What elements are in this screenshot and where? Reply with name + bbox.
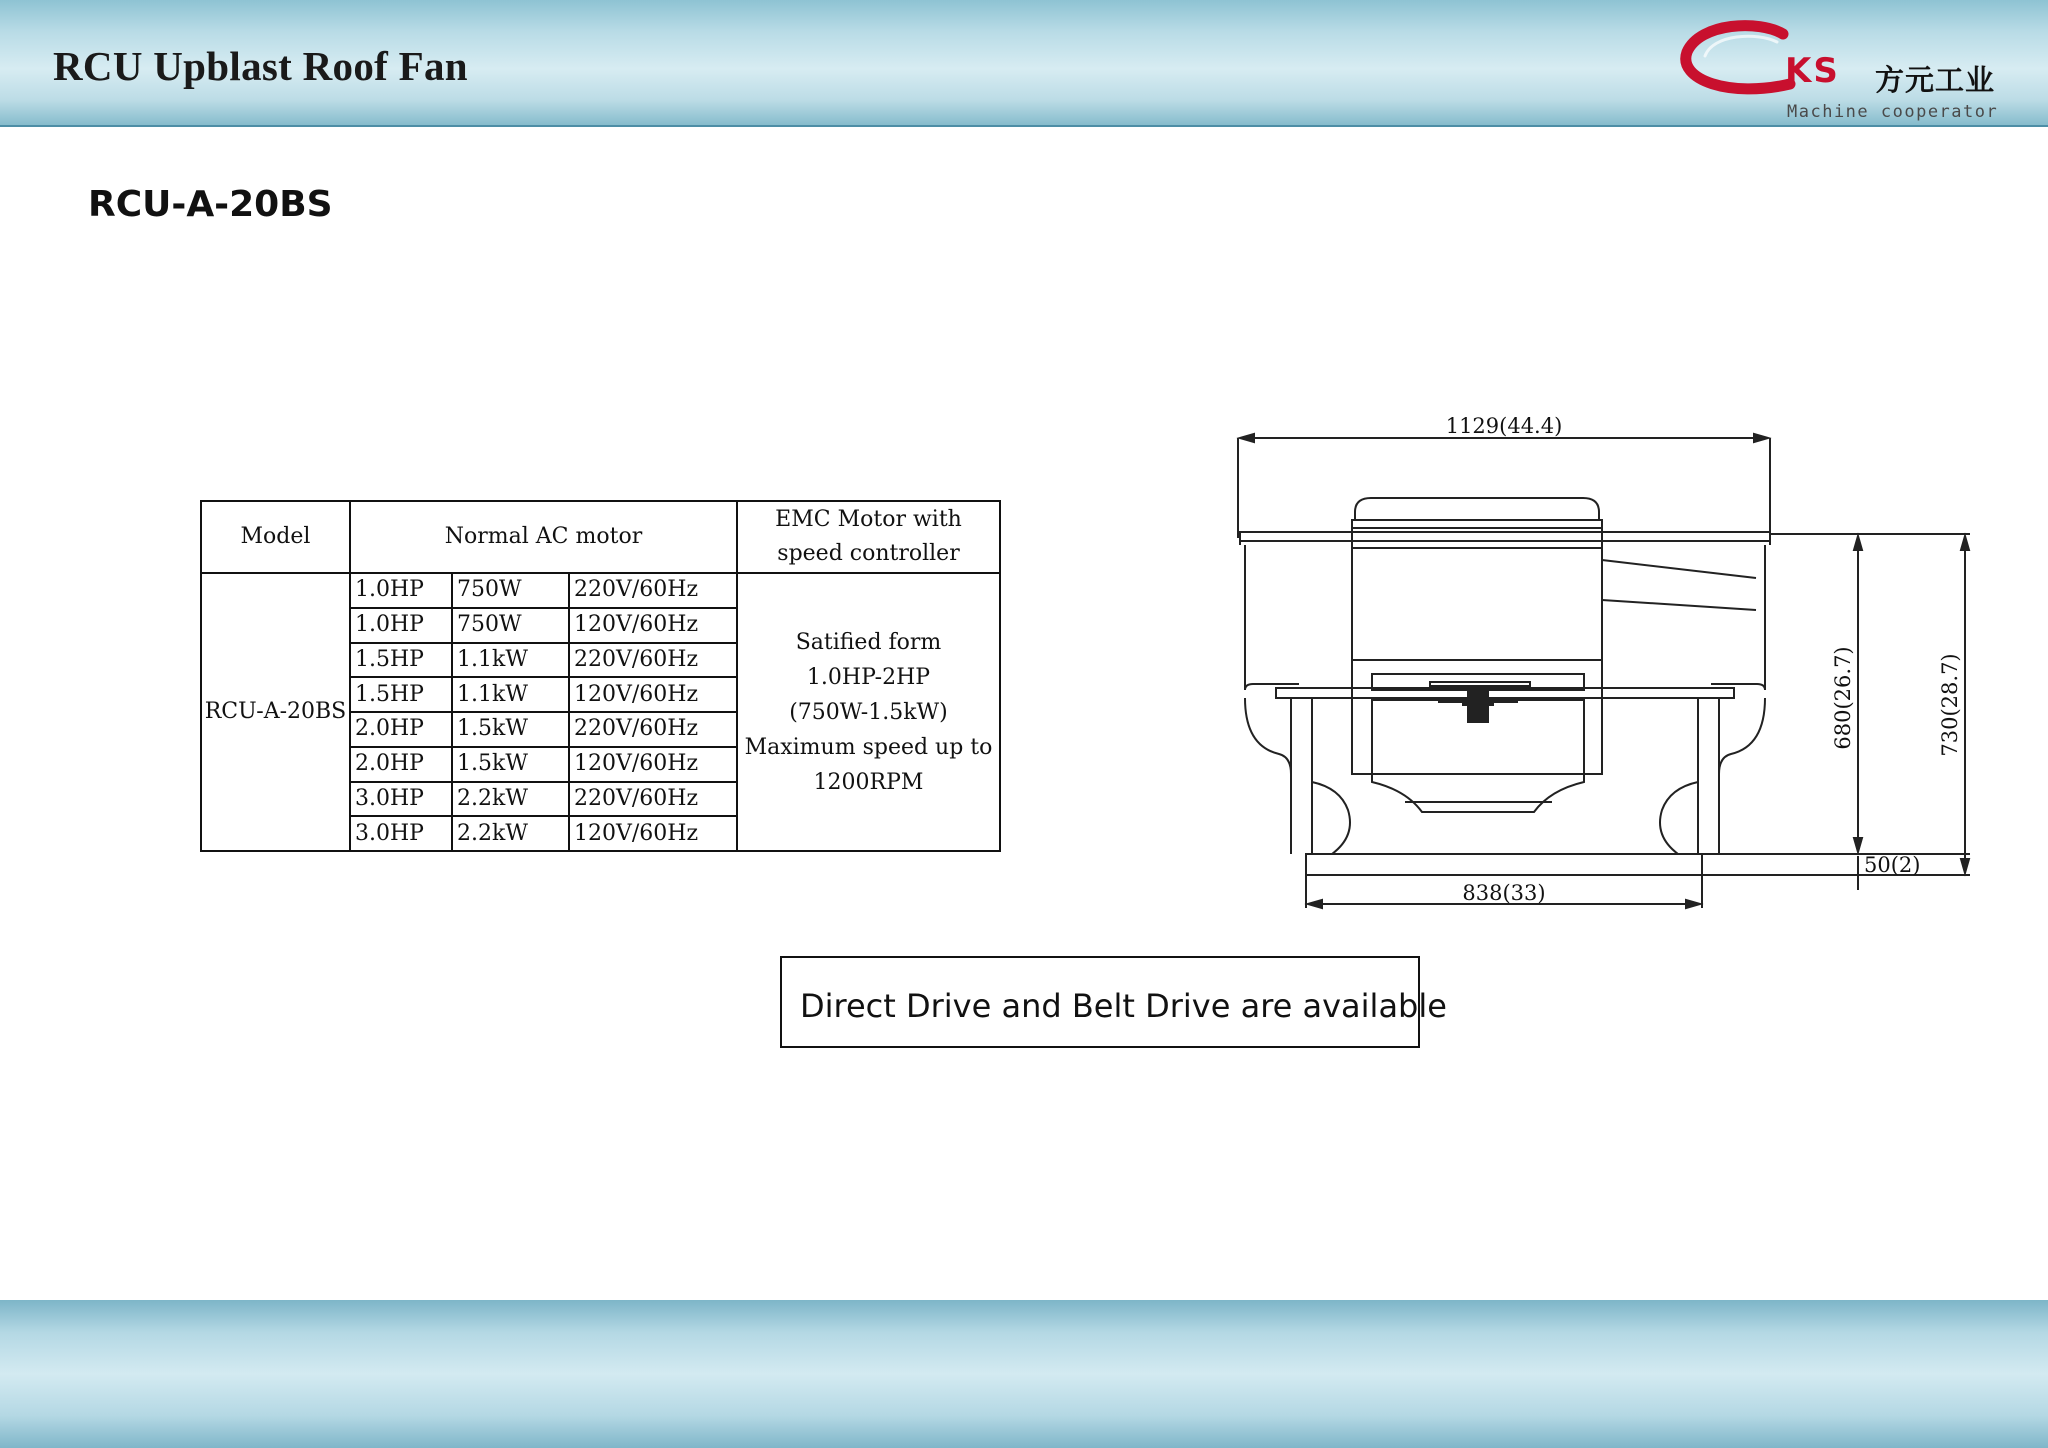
voltage-cell: 120V/60Hz <box>569 816 737 851</box>
table-row <box>201 573 1000 608</box>
hp-cell: 2.0HP <box>350 747 452 782</box>
power-cell: 1.1kW <box>452 643 569 678</box>
power-cell: 1.5kW <box>452 747 569 782</box>
emc-line: (750W-1.5kW) <box>789 699 948 725</box>
power-cell: 2.2kW <box>452 782 569 817</box>
power-cell: 750W <box>452 608 569 643</box>
power-cell: 750W <box>452 573 569 608</box>
voltage-cell: 120V/60Hz <box>569 608 737 643</box>
dim-curb-label: 50(2) <box>1864 853 1921 877</box>
company-logo <box>1675 18 2005 126</box>
header-model: Model <box>201 501 350 573</box>
fan-drawing-svg <box>1200 410 1980 920</box>
header-normal-ac: Normal AC motor <box>350 501 737 573</box>
dim-height-total-label: 730(28.7) <box>1938 653 1962 757</box>
hp-cell: 1.5HP <box>350 643 452 678</box>
emc-line: 1200RPM <box>813 769 924 795</box>
model-cell: RCU-A-20BS <box>201 573 350 851</box>
logo-brand-text: KS <box>1785 51 1840 91</box>
header-emc-line-2: speed controller <box>777 541 960 566</box>
hp-cell: 1.5HP <box>350 677 452 712</box>
hp-cell: 1.0HP <box>350 608 452 643</box>
header-emc <box>737 501 1000 573</box>
hp-cell: 3.0HP <box>350 816 452 851</box>
emc-cell <box>737 573 1000 851</box>
voltage-cell: 220V/60Hz <box>569 643 737 678</box>
fan-dimension-drawing <box>1200 410 1980 925</box>
emc-line: Satified form <box>795 629 942 655</box>
hp-cell: 2.0HP <box>350 712 452 747</box>
drive-availability-note: Direct Drive and Belt Drive are available <box>780 956 1420 1048</box>
logo-tagline: Machine cooperator <box>1787 102 1999 122</box>
dim-height-body-label: 680(26.7) <box>1831 646 1855 750</box>
voltage-cell: 120V/60Hz <box>569 747 737 782</box>
dim-base-label: 838(33) <box>1462 881 1546 905</box>
power-cell: 1.1kW <box>452 677 569 712</box>
voltage-cell: 120V/60Hz <box>569 677 737 712</box>
power-cell: 2.2kW <box>452 816 569 851</box>
model-title: RCU-A-20BS <box>88 184 333 225</box>
hp-cell: 1.0HP <box>350 573 452 608</box>
hp-cell: 3.0HP <box>350 782 452 817</box>
header-bar <box>0 0 2048 127</box>
footer-bar <box>0 1300 2048 1448</box>
spec-table <box>200 500 1001 852</box>
voltage-cell: 220V/60Hz <box>569 712 737 747</box>
voltage-cell: 220V/60Hz <box>569 782 737 817</box>
emc-line: 1.0HP-2HP <box>806 664 931 690</box>
voltage-cell: 220V/60Hz <box>569 573 737 608</box>
spec-header-row <box>201 501 1000 573</box>
logo-chinese-text: 方元工业 <box>1875 63 1996 97</box>
page-title: RCU Upblast Roof Fan <box>53 43 468 89</box>
emc-line: Maximum speed up to <box>744 734 993 760</box>
header-emc-line-1: EMC Motor with <box>775 506 962 532</box>
power-cell: 1.5kW <box>452 712 569 747</box>
dim-width-label: 1129(44.4) <box>1445 414 1563 438</box>
